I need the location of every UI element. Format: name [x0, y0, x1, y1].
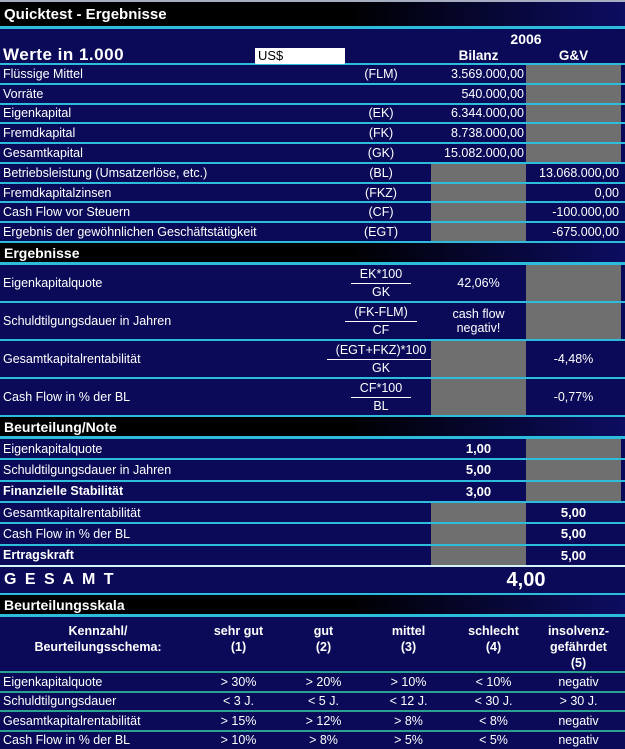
- scale-cell: < 5%: [479, 733, 508, 748]
- blocked-cell: [431, 379, 526, 415]
- table-row: [0, 439, 625, 460]
- table-row: [0, 693, 625, 713]
- scale-corner-line1: Kennzahl/: [68, 624, 128, 638]
- row-label: Fremdkapitalzinsen: [3, 185, 112, 200]
- column-header-gv: G&V: [558, 47, 589, 63]
- row-label: Gesamtkapital: [3, 146, 83, 161]
- scale-cell: > 15%: [220, 713, 257, 728]
- row-code: (EK): [368, 106, 394, 121]
- scale-column-header: schlecht (4): [468, 624, 519, 654]
- table-row: [0, 460, 625, 481]
- blocked-cell: [431, 524, 526, 543]
- blocked-cell: [431, 341, 526, 377]
- scale-section-header: [0, 595, 625, 617]
- table-row: [0, 265, 625, 303]
- blocked-cell: [431, 546, 526, 565]
- gv-value-cell[interactable]: -675.000,00: [552, 225, 619, 240]
- blocked-cell: [526, 303, 621, 339]
- table-row: [0, 732, 625, 749]
- blocked-cell: [431, 203, 526, 221]
- blocked-cell: [526, 124, 621, 142]
- scale-cell: > 8%: [394, 713, 423, 728]
- row-label: Eigenkapitalquote: [3, 441, 103, 456]
- row-label: Ergebnis der gewöhnlichen Geschäftstätigkeit: [3, 225, 257, 240]
- row-label: Gesamtkapitalrentabilität: [3, 713, 141, 728]
- result-value-cell: 42,06%: [457, 275, 500, 290]
- formula-numerator: EK*100: [351, 267, 411, 284]
- table-row: [0, 303, 625, 341]
- row-label: Schuldtilgungsdauer in Jahren: [3, 462, 172, 477]
- row-code: (BL): [369, 165, 393, 180]
- scale-table-header: [0, 617, 625, 673]
- scale-cell: > 5%: [394, 733, 423, 748]
- row-code: [331, 85, 431, 103]
- year-header: 2006: [510, 31, 542, 47]
- row-label: Flüssige Mittel: [3, 66, 83, 81]
- rating-value-cell: 5,00: [465, 462, 492, 478]
- scale-cell: > 8%: [309, 733, 338, 748]
- table-row: [0, 164, 625, 184]
- scale-column-header: gut (2): [313, 624, 334, 654]
- row-label: Cash Flow in % der BL: [3, 390, 131, 404]
- rating-value-cell: 5,00: [560, 505, 587, 521]
- blocked-cell: [526, 439, 621, 458]
- scale-column-header: insolvenz- gefährdet (5): [547, 624, 610, 670]
- rating-value-cell: 5,00: [560, 547, 587, 563]
- formula-denominator: GK: [371, 360, 391, 375]
- scale-column-header: sehr gut (1): [213, 624, 264, 654]
- blocked-cell: [526, 482, 621, 501]
- row-label: Eigenkapitalquote: [3, 674, 103, 689]
- row-label: Gesamtkapitalrentabilität: [3, 352, 141, 366]
- formula-denominator: CF: [372, 322, 390, 337]
- page-title: Quicktest - Ergebnisse: [4, 5, 167, 23]
- row-label: Betriebsleistung (Umsatzerlöse, etc.): [3, 165, 208, 180]
- gv-value-cell[interactable]: 13.068.000,00: [539, 165, 619, 180]
- scale-cell: < 8%: [479, 713, 508, 728]
- formula-denominator: BL: [373, 398, 389, 413]
- row-label: Schuldtilgungsdauer: [3, 694, 117, 709]
- result-value-cell: cash flow negativ!: [452, 306, 505, 335]
- row-code: (GK): [367, 146, 395, 161]
- table-row: [0, 105, 625, 125]
- table-row: [0, 203, 625, 223]
- formula-cell: [331, 341, 431, 377]
- formula-numerator: (EGT+FKZ)*100: [327, 343, 436, 360]
- scale-corner-header: [0, 617, 196, 671]
- scale-cell: < 3 J.: [223, 694, 254, 709]
- bilanz-value-cell[interactable]: 8.738.000,00: [451, 126, 524, 141]
- gv-value-cell[interactable]: 0,00: [594, 185, 619, 200]
- table-row: [0, 673, 625, 693]
- table-row: [0, 712, 625, 732]
- table-row: [0, 503, 625, 524]
- table-row: [0, 124, 625, 144]
- scale-cell: > 10%: [220, 733, 257, 748]
- scale-cell: negativ: [558, 733, 599, 748]
- scale-cell: > 30 J.: [559, 694, 598, 709]
- scale-cell: negativ: [558, 674, 599, 689]
- scale-cell: < 30 J.: [474, 694, 513, 709]
- row-code: (FLM): [364, 66, 398, 81]
- result-value-cell: -4,48%: [553, 351, 594, 366]
- scale-cell: < 5 J.: [308, 694, 339, 709]
- formula-denominator: GK: [371, 284, 391, 299]
- total-label: G E S A M T: [4, 571, 116, 588]
- bilanz-value-cell[interactable]: 3.569.000,00: [451, 66, 524, 81]
- row-label: Eigenkapitalquote: [3, 276, 103, 290]
- row-label: Cash Flow in % der BL: [3, 733, 131, 748]
- rating-value-cell: 3,00: [465, 483, 492, 499]
- bilanz-value-cell[interactable]: 540.000,00: [461, 86, 524, 101]
- scale-cell: > 20%: [305, 674, 342, 689]
- page-title-band: [0, 2, 625, 29]
- results-section: [0, 265, 625, 417]
- scale-table-body: [0, 673, 625, 749]
- scale-cell: > 30%: [220, 674, 257, 689]
- rating-value-cell: 1,00: [465, 441, 492, 457]
- scale-corner-line2: Beurteilungsschema:: [34, 640, 162, 654]
- blocked-cell: [431, 164, 526, 182]
- row-label: Eigenkapital: [3, 106, 72, 121]
- blocked-cell: [526, 105, 621, 123]
- currency-input[interactable]: US$: [255, 48, 345, 64]
- total-value: 4,00: [506, 568, 546, 591]
- formula-numerator: (FK-FLM): [345, 305, 416, 322]
- blocked-cell: [431, 503, 526, 522]
- row-code: (CF): [368, 205, 394, 220]
- gv-value-cell[interactable]: -100.000,00: [552, 205, 619, 220]
- section-title: Beurteilung/Note: [4, 418, 117, 435]
- row-label: Fremdkapital: [3, 126, 76, 141]
- rating-section-header: [0, 417, 625, 439]
- row-label: Cash Flow vor Steuern: [3, 205, 131, 220]
- table-row: [0, 546, 625, 565]
- rating-value-cell: 5,00: [560, 526, 587, 542]
- row-label: Vorräte: [3, 86, 44, 101]
- blocked-cell: [526, 144, 621, 162]
- blocked-cell: [526, 65, 621, 83]
- row-label: Schuldtilgungsdauer in Jahren: [3, 314, 172, 328]
- blocked-cell: [526, 460, 621, 479]
- table-row: [0, 144, 625, 164]
- bilanz-value-cell[interactable]: 15.082.000,00: [444, 146, 524, 161]
- column-header-bilanz: Bilanz: [458, 47, 499, 63]
- formula-cell: [331, 265, 431, 301]
- section-title: Beurteilungsskala: [4, 596, 125, 613]
- rating-section: [0, 439, 625, 565]
- input-values-section: [0, 65, 625, 243]
- table-header: [0, 29, 625, 65]
- table-row: [0, 482, 625, 503]
- table-row: [0, 184, 625, 204]
- section-title: Ergebnisse: [4, 244, 80, 261]
- scale-cell: < 12 J.: [389, 694, 428, 709]
- table-row: [0, 223, 625, 243]
- scale-cell: > 10%: [390, 674, 427, 689]
- bilanz-value-cell[interactable]: 6.344.000,00: [451, 106, 524, 121]
- blocked-cell: [431, 223, 526, 241]
- result-value-cell: -0,77%: [553, 389, 594, 404]
- table-row: [0, 379, 625, 417]
- table-row: [0, 524, 625, 545]
- table-row: [0, 65, 625, 85]
- scale-cell: < 10%: [475, 674, 512, 689]
- formula-numerator: CF*100: [351, 381, 411, 398]
- total-row: [0, 565, 625, 595]
- scale-cell: > 12%: [305, 713, 342, 728]
- blocked-cell: [431, 184, 526, 202]
- row-label: Cash Flow in % der BL: [3, 526, 131, 541]
- blocked-cell: [526, 265, 621, 301]
- row-label: Gesamtkapitalrentabilität: [3, 505, 141, 520]
- formula-cell: [331, 303, 431, 339]
- results-section-header: [0, 243, 625, 265]
- blocked-cell: [526, 85, 621, 103]
- table-row: [0, 341, 625, 379]
- scale-cell: negativ: [558, 713, 599, 728]
- row-label: Finanzielle Stabilität: [3, 484, 124, 499]
- row-code: (FK): [368, 126, 394, 141]
- formula-cell: [331, 379, 431, 415]
- row-code: (EGT): [363, 225, 399, 240]
- table-row: [0, 85, 625, 105]
- values-unit-label: Werte in 1.000: [3, 45, 125, 64]
- scale-column-header: mittel (3): [391, 624, 426, 654]
- row-label: Ertragskraft: [3, 548, 74, 563]
- row-code: (FKZ): [365, 185, 397, 200]
